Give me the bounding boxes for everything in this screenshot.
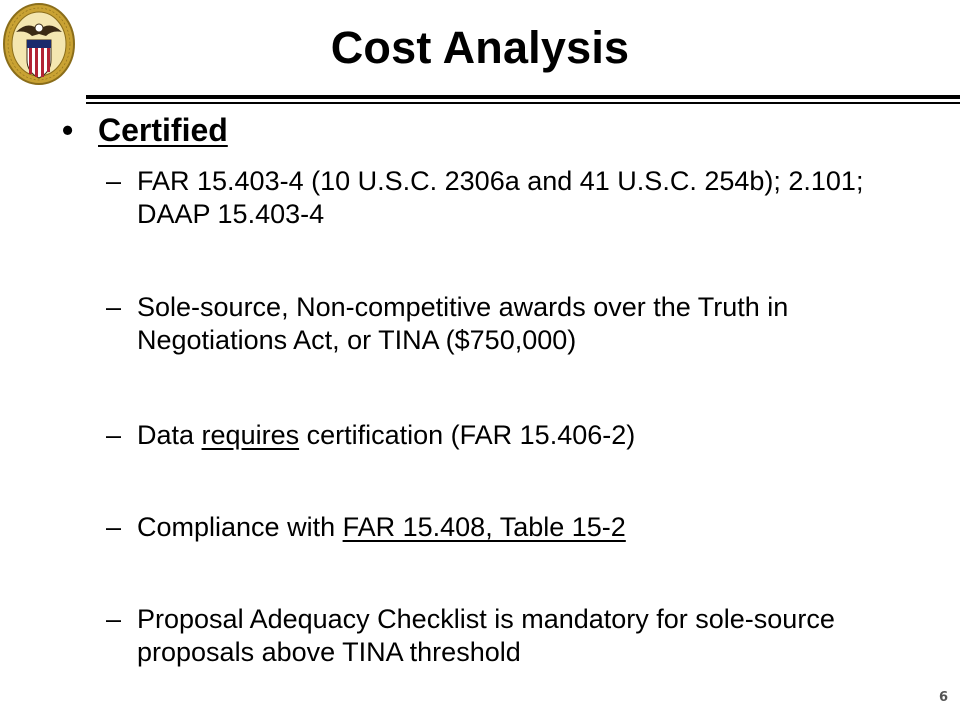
sub-item-text: FAR 15.403-4 (10 U.S.C. 2306a and 41 U.S.C. 254b); 2.101; DAAP 15.403-4: [137, 166, 864, 229]
underlined-reference: FAR 15.408, Table 15-2: [342, 512, 626, 542]
dash-marker: –: [106, 420, 122, 450]
bullet-certified: [62, 108, 228, 152]
sub-item-sole-source: [106, 291, 866, 357]
sub-item-data-certification: [106, 419, 866, 452]
underlined-term: requires: [201, 420, 300, 450]
bullet-dot-icon: •: [62, 112, 74, 148]
dash-marker: –: [106, 166, 122, 196]
title-divider-thin: [86, 102, 960, 104]
dash-marker: –: [106, 292, 122, 322]
sub-item-text: Proposal Adequacy Checklist is mandatory for sole-source proposals above TINA threshold: [137, 604, 835, 667]
sub-item-compliance: [106, 511, 866, 544]
sub-item-text: Data requires certification (FAR 15.406-2): [137, 420, 636, 450]
title-divider-thick: [86, 95, 960, 99]
bullet-label: Certified: [98, 112, 228, 148]
page-number: 6: [938, 690, 948, 705]
sub-item-proposal-checklist: [106, 603, 866, 669]
sub-item-text: Compliance with FAR 15.408, Table 15-2: [137, 512, 626, 542]
dash-marker: –: [106, 604, 122, 634]
sub-item-text: Sole-source, Non-competitive awards over the Truth in Negotiations Act, or TINA ($750,000): [137, 292, 789, 355]
sub-item-far-reference: [106, 165, 866, 231]
slide-title: Cost Analysis: [330, 22, 630, 73]
dash-marker: –: [106, 512, 122, 542]
